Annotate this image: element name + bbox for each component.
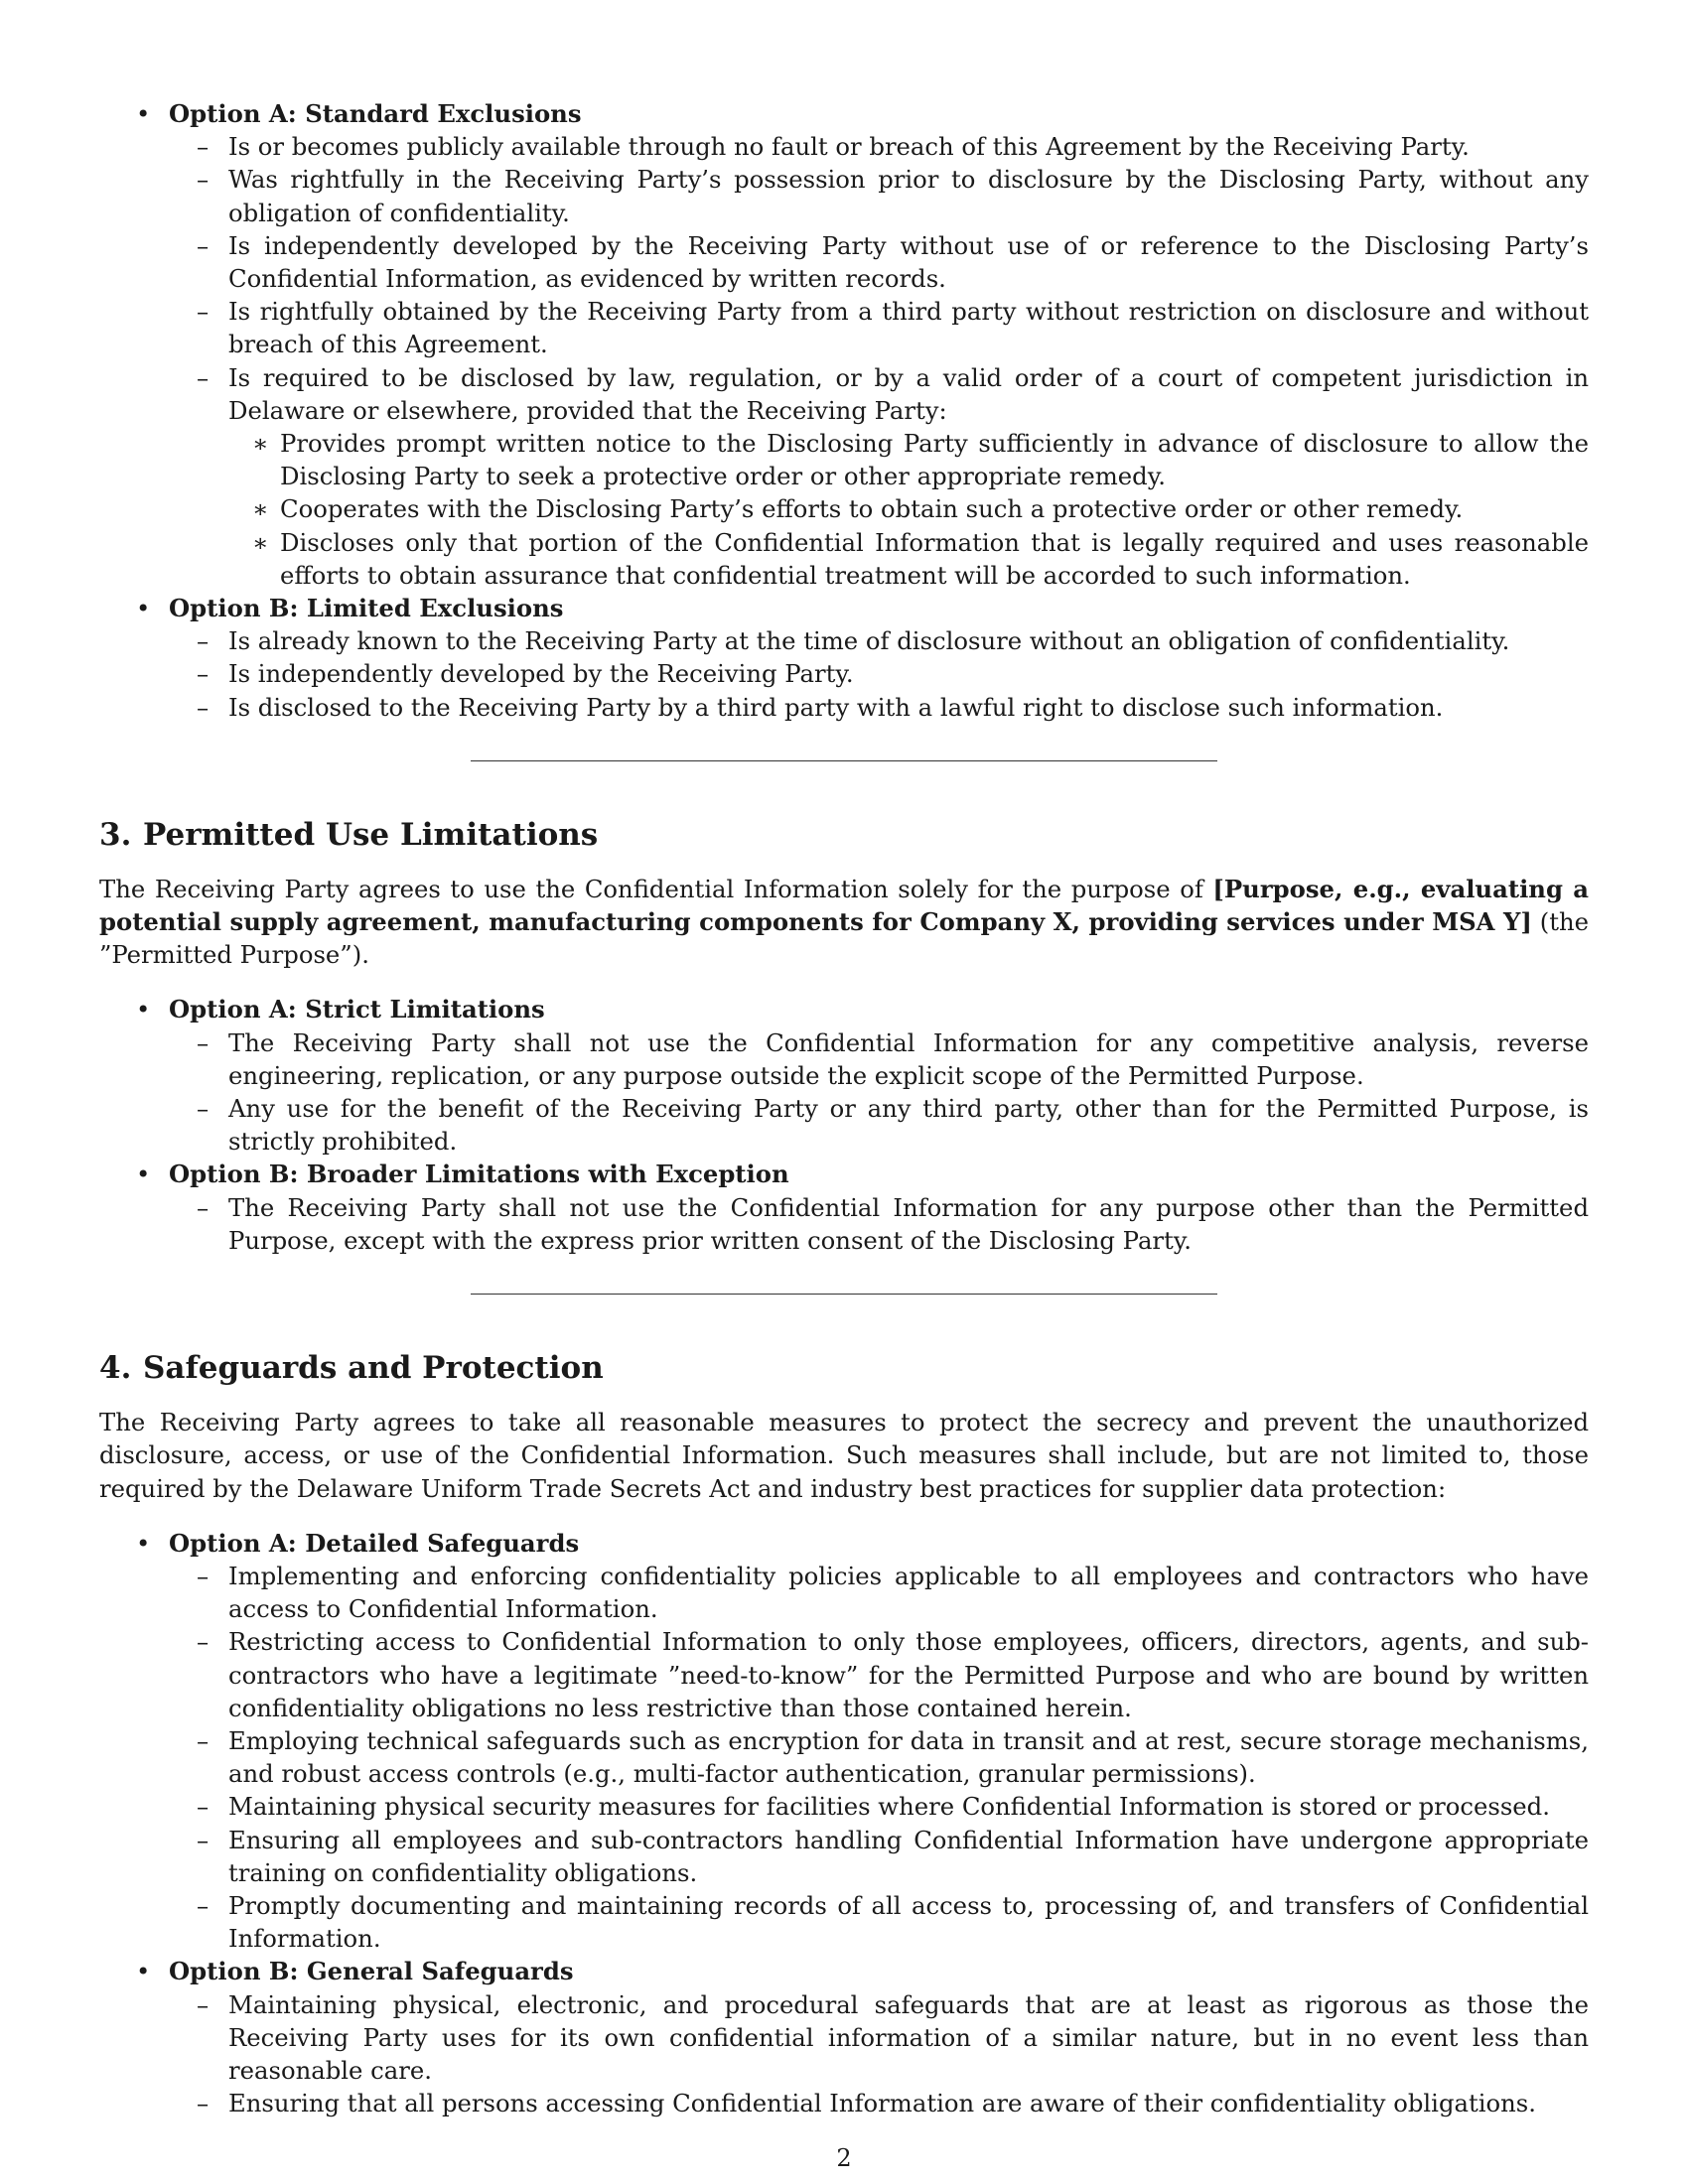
intro-text: The Receiving Party agrees to use the Confidential Information solely for the purpose of: [99, 874, 1213, 903]
nested-item-text: Provides prompt written notice to the Disclosing Party sufficiently in advance of disclosure to allow the Disclosing Party to seek a protective order or other appropriate remedy.: [280, 429, 1589, 491]
bullet-icon: •: [136, 1528, 151, 1558]
nested-list-item: [228, 492, 1589, 525]
option-items: [169, 1560, 1589, 1955]
bullet-icon: •: [136, 995, 151, 1024]
list-item: [169, 229, 1589, 295]
use-limitation-options: [99, 993, 1589, 1257]
list-item: [169, 1560, 1589, 1625]
bullet-icon: •: [136, 594, 151, 623]
list-item: [169, 1790, 1589, 1823]
item-text: Is required to be disclosed by law, regulation, or by a valid order of a court of competent jurisdiction in Delaware or elsewhere, provided that the Receiving Party:: [228, 362, 1589, 425]
option-items: [169, 130, 1589, 592]
list-item: [169, 130, 1589, 163]
dash-marker: –: [197, 1027, 210, 1057]
dash-marker: –: [197, 297, 210, 327]
bullet-icon: •: [136, 1160, 151, 1189]
list-item: [169, 295, 1589, 360]
exclusion-options: [99, 97, 1589, 724]
bullet-icon: •: [136, 99, 151, 128]
item-text: Restricting access to Confidential Information to only those employees, officers, directors, agents, and sub-contractors who have a legitimate ”need-to-know” for the Permitted Purpose and who are bound by written confidentiality obligations no less restrictive than those contained herein.: [228, 1627, 1589, 1722]
item-text: Is already known to the Receiving Party at the time of disclosure without an obligation of confidentiality.: [228, 626, 1510, 656]
dash-marker: –: [197, 1825, 210, 1854]
dash-marker: –: [197, 132, 210, 162]
safeguard-options: [99, 1527, 1589, 2120]
section-title: Safeguards and Protection: [143, 1350, 604, 1387]
option-items: [169, 1191, 1589, 1257]
nested-items: [228, 427, 1589, 592]
section-divider: [471, 1294, 1217, 1295]
list-item: [169, 624, 1589, 657]
list-item: [169, 1889, 1589, 1955]
item-text: Is independently developed by the Receiving Party without use of or reference to the Disclosing Party’s Confidential Information, as evidenced by written records.: [228, 230, 1589, 294]
list-item: [169, 1026, 1589, 1092]
dash-marker: –: [197, 1725, 210, 1755]
list-item: [169, 1092, 1589, 1158]
item-text: Maintaining physical, electronic, and procedural safeguards that are at least as rigorous as those the Receiving Party uses for its own confidential information of a similar nature, but in no event less than reasonable care.: [228, 1989, 1589, 2085]
dash-marker: –: [197, 362, 210, 392]
list-item: [169, 1625, 1589, 1724]
option-title: Option B: General Safeguards: [169, 1957, 574, 1986]
dash-marker: –: [197, 2089, 210, 2118]
item-text: Maintaining physical security measures for facilities where Confidential Information is stored or processed.: [228, 1792, 1550, 1822]
dash-marker: –: [197, 1792, 210, 1822]
item-text: Promptly documenting and maintaining records of all access to, processing of, and transfers of Confidential Information.: [228, 1890, 1589, 1954]
star-marker: ∗: [252, 429, 269, 459]
nested-list-item: [228, 526, 1589, 592]
dash-marker: –: [197, 1989, 210, 2019]
item-text: Is or becomes publicly available through no fault or breach of this Agreement by the Receiving Party.: [228, 132, 1470, 162]
item-text: Is rightfully obtained by the Receiving Party from a third party without restriction on disclosure and without breach of this Agreement.: [228, 297, 1589, 359]
purpose-placeholder: [Purpose, e.g., evaluating a potential supply agreement, manufacturing components for Company X, providing services under MSA Y]: [99, 874, 1590, 937]
list-item: [169, 1824, 1589, 1889]
dash-marker: –: [197, 1627, 210, 1657]
option-items: [169, 624, 1589, 724]
option-items: [169, 1026, 1589, 1159]
section-4-heading: [99, 1350, 1589, 1386]
item-text: Was rightfully in the Receiving Party’s possession prior to disclosure by the Disclosing Party, without any obligation of confidentiality.: [228, 165, 1589, 227]
dash-marker: –: [197, 1561, 210, 1590]
item-text: The Receiving Party shall not use the Confidential Information for any competitive analysis, reverse engineering, replication, or any purpose outside the explicit scope of the Permitted Purpose.: [228, 1027, 1589, 1090]
list-item: [169, 163, 1589, 228]
dash-marker: –: [197, 659, 210, 689]
list-item: [169, 361, 1589, 592]
item-text: Employing technical safeguards such as encryption for data in transit and at rest, secure storage mechanisms, and robust access controls (e.g., multi-factor authentication, granular permissions).: [228, 1725, 1589, 1789]
nested-item-text: Cooperates with the Disclosing Party’s efforts to obtain such a protective order or other remedy.: [280, 494, 1464, 524]
list-item: [169, 691, 1589, 724]
dash-marker: –: [197, 230, 210, 260]
option-a-standard-exclusions: [99, 97, 1589, 592]
list-item: [169, 1988, 1589, 2088]
option-b-limited-exclusions: [99, 592, 1589, 724]
nested-list-item: [228, 427, 1589, 492]
option-a-detailed-safeguards: [99, 1527, 1589, 1956]
option-title: Option A: Strict Limitations: [169, 995, 545, 1024]
section-title: Permitted Use Limitations: [143, 816, 599, 853]
dash-marker: –: [197, 165, 210, 195]
section-3-heading: [99, 817, 1589, 853]
item-text: Ensuring all employees and sub-contractors handling Confidential Information have undergone appropriate training on confidentiality obligations.: [228, 1825, 1589, 1887]
option-title: Option A: Detailed Safeguards: [169, 1528, 580, 1558]
list-item: [169, 1724, 1589, 1790]
option-b-general-safeguards: [99, 1955, 1589, 2119]
section-3-intro: [99, 873, 1589, 972]
option-title: Option A: Standard Exclusions: [169, 99, 582, 128]
dash-marker: –: [197, 692, 210, 722]
item-text: Ensuring that all persons accessing Confidential Information are aware of their confidentiality obligations.: [228, 2089, 1536, 2118]
option-title: Option B: Limited Exclusions: [169, 594, 564, 623]
star-marker: ∗: [252, 527, 269, 557]
intro-text-end: (the ”Permitted Purpose”).: [99, 907, 1589, 970]
option-b-broader-limitations: [99, 1158, 1589, 1257]
item-text: Implementing and enforcing confidentiality policies applicable to all employees and contractors who have access to Confidential Information.: [228, 1561, 1589, 1624]
nested-item-text: Discloses only that portion of the Confidential Information that is legally required and uses reasonable efforts to obtain assurance that confidential treatment will be accorded to such information.: [280, 527, 1589, 590]
document-page: [99, 97, 1589, 2119]
section-number: 4.: [99, 1350, 132, 1387]
item-text: Any use for the benefit of the Receiving Party or any third party, other than for the Permitted Purpose, is strictly prohibited.: [228, 1094, 1589, 1157]
item-text: The Receiving Party shall not use the Confidential Information for any purpose other than the Permitted Purpose, except with the express prior written consent of the Disclosing Party.: [228, 1192, 1589, 1255]
dash-marker: –: [197, 1094, 210, 1124]
section-divider: [471, 760, 1217, 761]
list-item: [169, 2087, 1589, 2119]
dash-marker: –: [197, 626, 210, 656]
item-text: Is disclosed to the Receiving Party by a third party with a lawful right to disclose such information.: [228, 692, 1444, 722]
list-item: [169, 1191, 1589, 1257]
option-a-strict-limitations: [99, 993, 1589, 1158]
option-title: Option B: Broader Limitations with Exception: [169, 1160, 789, 1189]
list-item: [169, 657, 1589, 690]
option-items: [169, 1988, 1589, 2120]
section-number: 3.: [99, 816, 132, 853]
page-number: 2: [836, 2144, 852, 2172]
section-4-intro: The Receiving Party agrees to take all reasonable measures to protect the secrecy and prevent the unauthorized disclosure, access, or use of the Confidential Information. Such measures shall include, but are not limited to, those required by the Delaware Uniform Trade Secrets Act and industry best practices for supplier data protection:: [99, 1408, 1589, 1503]
star-marker: ∗: [252, 494, 269, 524]
dash-marker: –: [197, 1192, 210, 1222]
dash-marker: –: [197, 1890, 210, 1920]
item-text: Is independently developed by the Receiving Party.: [228, 659, 854, 689]
bullet-icon: •: [136, 1957, 151, 1986]
